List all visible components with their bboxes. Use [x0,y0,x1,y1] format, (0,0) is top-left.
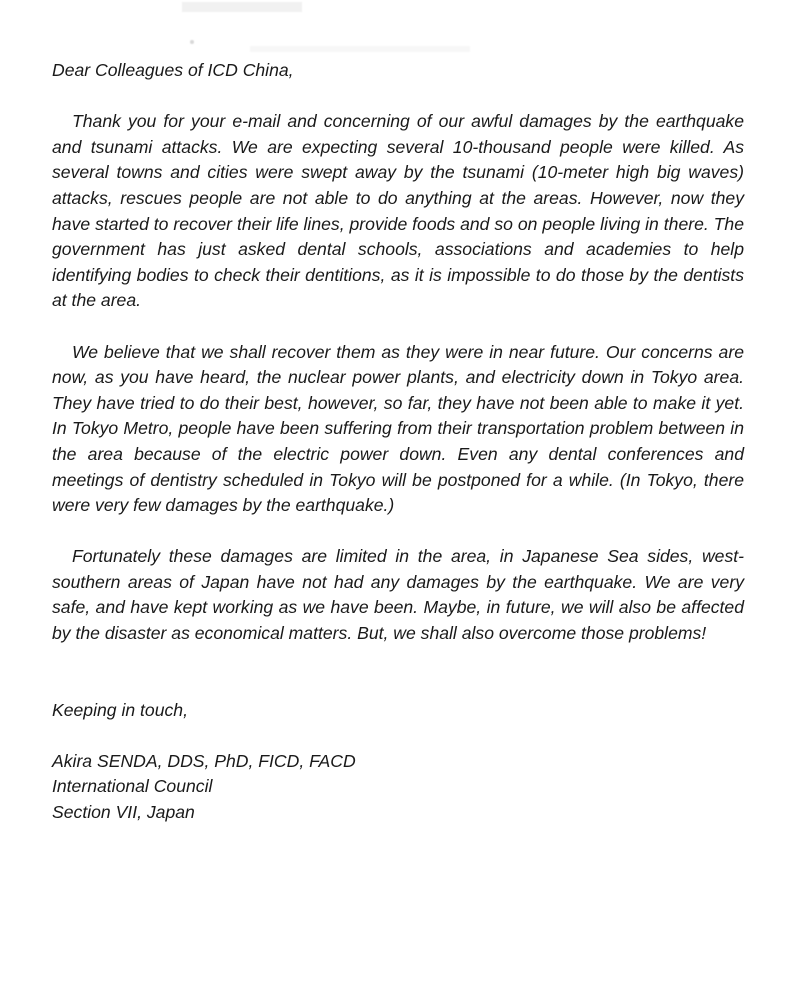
paragraph-3: Fortunately these damages are limited in the area, in Japanese Sea sides, west-southern areas of Japan have not had any damages by the earthquake. We are very safe, and have kept working as we have been. Maybe, in future, we will also be affected by the disaster as economical matters. But, we shall also overcome those problems! [52,546,744,644]
bleed-mark [182,2,302,12]
closing: Keeping in touch, [52,699,188,720]
paragraph-1: Thank you for your e-mail and concerning of our awful damages by the earthquake and tsunami attacks. We are expecting several 10-thousand people were killed. As several towns and cities were swept away by the tsunami (10-meter high big waves) attacks, rescues people are not able to do anything at the areas. However, now they have started to recover their life lines, provide foods and so on people living in there. The government has just asked dental schools, associations and academies to help identifying bodies to check their dentitions, as it is impossible to do those by the dentists at the area. [52,111,744,311]
bleed-mark [190,40,194,44]
salutation: Dear Colleagues of ICD China, [52,60,294,80]
letter-body [52,58,744,826]
bleed-mark [250,46,470,52]
paragraph-2: We believe that we shall recover them as they were in near future. Our concerns are now, as you have heard, the nuclear power plants, and electricity down in Tokyo area. They have tried to do their best, however, so far, they have not been able to make it yet. In Tokyo Metro, people have been suffering from their transportation problem between in the area because of the electric power down. Even any dental conferences and meetings of dentistry scheduled in Tokyo will be postponed for a while. (In Tokyo, there were very few damages by the earthquake.) [52,341,744,516]
scan-bleed-through [170,0,530,60]
signature-block [52,749,744,826]
signature-organization: International Council [52,776,213,797]
signature-name: Akira SENDA, DDS, PhD, FICD, FACD [52,750,356,771]
signature-section: Section VII, Japan [52,802,195,823]
